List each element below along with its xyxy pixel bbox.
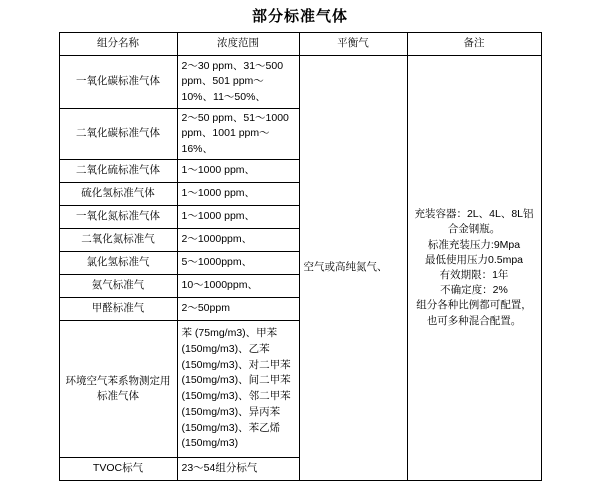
cell-component-name: 二氧化氮标准气 <box>59 229 177 252</box>
cell-concentration-range: 10〜1000ppm、 <box>177 275 299 298</box>
column-header-remarks: 备注 <box>407 33 541 56</box>
cell-remarks <box>407 56 541 481</box>
remark-line-uncertainty: 不确定度：2% <box>440 284 508 297</box>
cell-component-name: TVOC标气 <box>59 458 177 481</box>
cell-component-name: 一氧化氮标准气体 <box>59 206 177 229</box>
cell-component-name: 硫化氢标准气体 <box>59 183 177 206</box>
cell-concentration-range: 5〜1000ppm、 <box>177 252 299 275</box>
cell-concentration-range: 23〜54组分标气 <box>177 458 299 481</box>
cell-concentration-range: 苯 (75mg/m3)、甲苯 (150mg/m3)、乙苯 (150mg/m3)、对二甲苯 (150mg/m3)、间二甲苯 (150mg/m3)、邻二甲苯 (150mg/m3)、异丙苯 (150mg/m3)、苯乙烯 (150mg/m3) <box>177 321 299 458</box>
cell-component-name: 一氧化碳标准气体 <box>59 56 177 109</box>
cell-component-name: 氨气标准气 <box>59 275 177 298</box>
remark-line-container: 充装容器：2L、4L、8L铝合金钢瓶。 <box>414 208 534 236</box>
column-header-concentration-range: 浓度范围 <box>177 33 299 56</box>
table-header <box>59 33 541 56</box>
cell-concentration-range: 2〜50 ppm、51〜1000 ppm、1001 ppm〜16%、 <box>177 109 299 160</box>
cell-concentration-range: 1〜1000 ppm、 <box>177 183 299 206</box>
cell-component-name: 环境空气苯系物测定用标准气体 <box>59 321 177 458</box>
table-container <box>0 32 600 481</box>
table-row <box>59 56 541 109</box>
remark-line-validity: 有效期限：1年 <box>439 269 509 281</box>
remark-line-min-pressure: 最低使用压力0.5mpa <box>424 253 524 266</box>
column-header-component-name: 组分名称 <box>59 33 177 56</box>
standard-gas-table <box>59 32 542 481</box>
table-header-row <box>59 33 541 56</box>
cell-component-name: 甲醛标准气 <box>59 298 177 321</box>
table-body <box>59 56 541 481</box>
page-title: 部分标准气体 <box>251 8 348 25</box>
cell-component-name: 二氧化碳标准气体 <box>59 109 177 160</box>
cell-concentration-range: 2〜1000ppm、 <box>177 229 299 252</box>
cell-concentration-range: 2〜50ppm <box>177 298 299 321</box>
remark-line-mixing: 组分各种比例都可配置，也可多种混合配置。 <box>416 299 532 327</box>
column-header-balance-gas: 平衡气 <box>299 33 407 56</box>
cell-concentration-range: 1〜1000 ppm、 <box>177 160 299 183</box>
remark-line-pressure: 标准充装压力:9Mpa <box>427 238 521 251</box>
cell-concentration-range: 1〜1000 ppm、 <box>177 206 299 229</box>
cell-component-name: 二氧化硫标准气体 <box>59 160 177 183</box>
cell-concentration-range: 2〜30 ppm、31〜500 ppm、501 ppm〜10%、11〜50%、 <box>177 56 299 109</box>
cell-balance-gas: 空气或高纯氮气、 <box>299 56 407 481</box>
cell-component-name: 氯化氢标准气 <box>59 252 177 275</box>
